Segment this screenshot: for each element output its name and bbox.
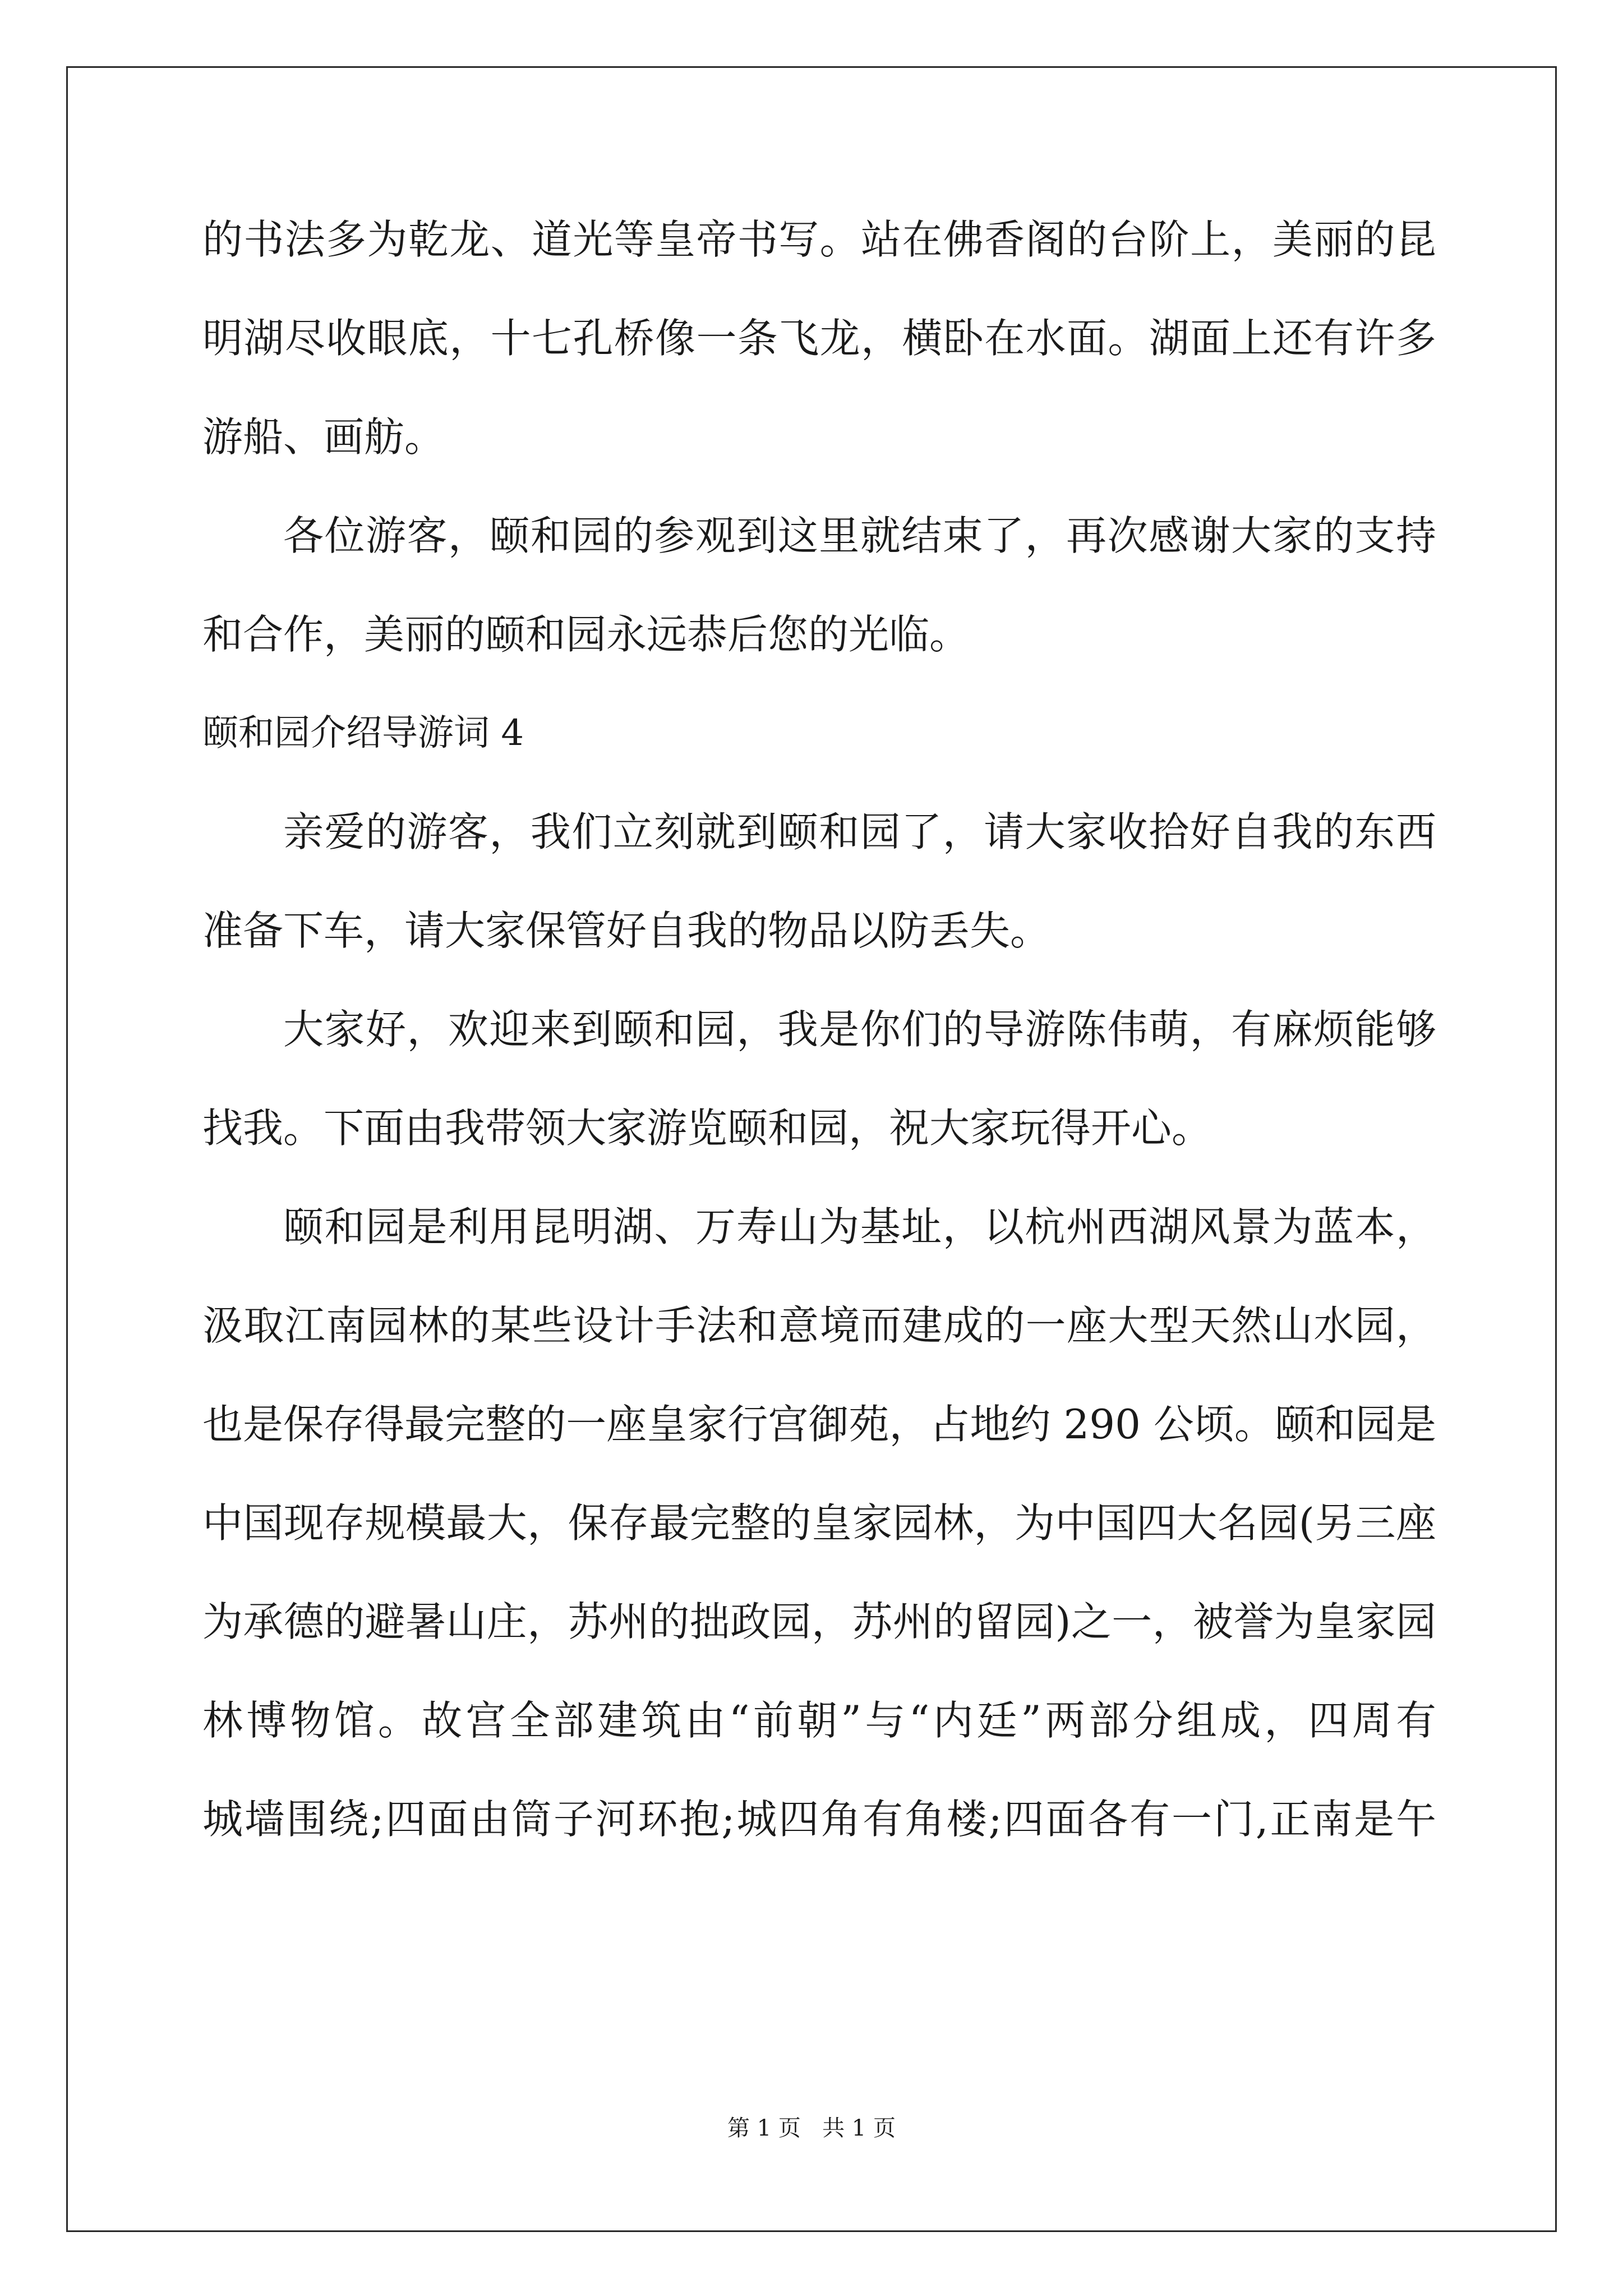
text-line: 为承德的避暑山庄，苏州的拙政园，苏州的留园)之一，被誉为皇家园 [202, 1598, 1436, 1645]
text-line: 的书法多为乾龙、道光等皇帝书写。站在佛香阁的台阶上，美丽的昆 [202, 216, 1436, 263]
paragraph [202, 217, 1436, 459]
text-line: 亲爱的游客，我们立刻就到颐和园了，请大家收拾好自我的东西 [283, 808, 1436, 855]
text-line: 和合作，美丽的颐和园永远恭后您的光临。 [202, 611, 970, 658]
text-line: 游船、画舫。 [202, 413, 445, 461]
text-line: 各位游客，颐和园的参观到这里就结束了，再次感谢大家的支持 [283, 512, 1436, 559]
page-number-footer: 第 1 页 共 1 页 [727, 2115, 896, 2141]
text-line: 准备下车，请大家保管好自我的物品以防丢失。 [202, 907, 1051, 954]
text-line: 找我。下面由我带领大家游览颐和园，祝大家玩得开心。 [202, 1105, 1212, 1152]
text-line: 林博物馆。故宫全部建筑由“前朝”与“内廷”两部分组成，四周有 [202, 1697, 1436, 1744]
text-line: 大家好，欢迎来到颐和园，我是你们的导游陈伟萌，有麻烦能够 [283, 1006, 1436, 1053]
document-body [202, 217, 1436, 1895]
text-line: 城墙围绕;四面由筒子河环抱;城四角有角楼;四面各有一门,正南是午 [202, 1796, 1436, 1843]
text-line: 汲取江南园林的某些设计手法和意境而建成的一座大型天然山水园， [202, 1302, 1436, 1349]
text-line: 也是保存得最完整的一座皇家行宫御苑，占地约 290 公顷。颐和园是 [202, 1401, 1436, 1448]
paragraph [202, 1204, 1436, 1842]
text-line: 明湖尽收眼底，十七孔桥像一条飞龙，横卧在水面。湖面上还有许多 [202, 315, 1436, 362]
paragraph [202, 513, 1436, 657]
section-heading: 颐和园介绍导游词 4 [202, 712, 524, 754]
text-line: 中国现存规模最大，保存最完整的皇家园林，为中国四大名园(另三座 [202, 1499, 1436, 1547]
text-line: 颐和园是利用昆明湖、万寿山为基址，以杭州西湖风景为蓝本， [283, 1203, 1436, 1250]
paragraph [202, 1007, 1436, 1151]
paragraph [202, 809, 1436, 953]
